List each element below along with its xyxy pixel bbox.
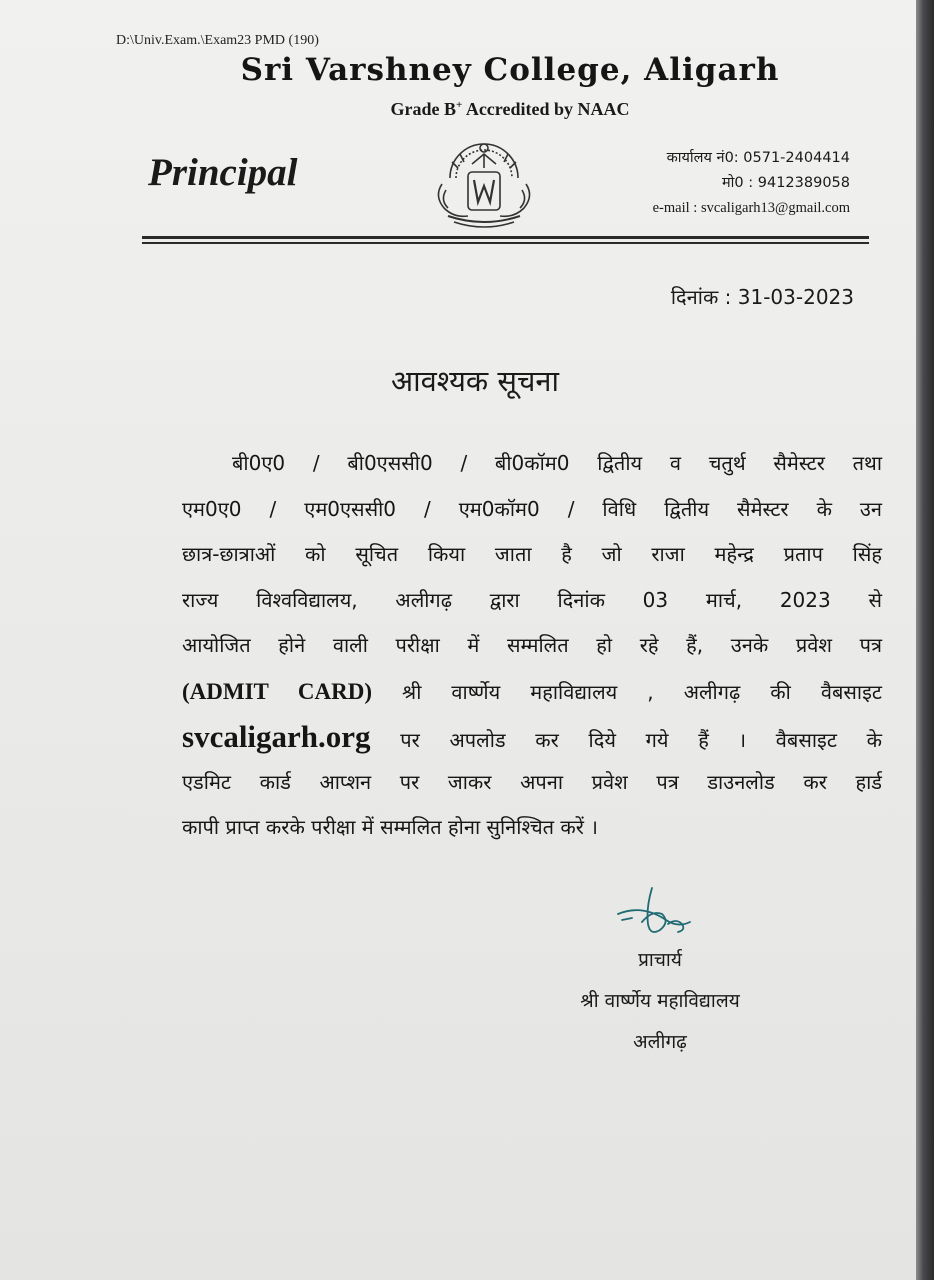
body-line-7 [182,714,882,760]
mobile-number: मो0 : 9412389058 [721,175,850,191]
header-divider-bottom [142,242,869,244]
notice-heading: आवश्यक सूचना [390,364,560,398]
website-link[interactable]: svcaligarh.org [182,719,371,754]
office-phone: कार्यालय नं0: 0571-2404414 [666,150,850,166]
body-line-4: राज्य विश्वविद्यालय, अलीगढ़ द्वारा दिनांक 03 मार्च, 2023 से [182,587,882,612]
admit-card-label: (ADMIT CARD) [182,678,372,704]
signature-block [540,940,780,1063]
notice-body [182,441,882,851]
body-line-6-text: श्री वार्ष्णेय महाविद्यालय , अलीगढ़ की वैबसाइट [372,679,882,704]
header-divider-top [142,236,869,239]
accreditation-body: Accredited by NAAC [462,99,630,119]
accreditation-line [300,99,720,120]
college-emblem-icon [428,134,540,230]
email-address: e-mail : svcaligarh13@gmail.com [652,200,850,216]
notice-date: दिनांक : 31-03-2023 [670,285,854,309]
body-line-2: एम0ए0 / एम0एससी0 / एम0कॉम0 / विधि द्वितीय सैमेस्टर के उन [182,496,882,521]
accreditation-grade-plus: + [456,99,463,111]
contact-block [653,146,850,221]
office-title: Principal [148,151,298,194]
body-line-3: छात्र-छात्राओं को सूचित किया जाता है जो राजा महेन्द्र प्रताप सिंह [182,542,882,566]
body-line-5: आयोजित होने वाली परीक्षा में सम्मलित हो रहे हैं, उनके प्रवेश पत्र [182,633,882,657]
signatory-title: प्राचार्य [638,949,682,971]
body-line-8: एडमिट कार्ड आप्शन पर जाकर अपना प्रवेश पत्र डाउनलोड कर हार्ड [182,769,882,794]
page-edge-shadow [916,0,934,1280]
body-line-6 [182,669,882,715]
signatory-city: अलीगढ़ [633,1031,687,1053]
signatory-institution: श्री वार्ष्णेय महाविद्यालय [580,990,740,1012]
body-line-7-text: पर अपलोड कर दिये गये हैं । वैबसाइट के [370,728,882,752]
college-name: Sri Varshney College, Aligarh [240,52,780,88]
accreditation-grade: Grade B [390,99,457,119]
body-line-9: कापी प्राप्त करके परीक्षा में सम्मलित होना सुनिश्चित करें । [182,815,598,839]
body-line-1: बी0ए0 / बी0एससी0 / बी0कॉम0 द्वितीय व चतुर्थ सैमेस्टर तथा [232,451,882,475]
file-path-label: D:\Univ.Exam.\Exam23 PMD (190) [116,33,319,48]
